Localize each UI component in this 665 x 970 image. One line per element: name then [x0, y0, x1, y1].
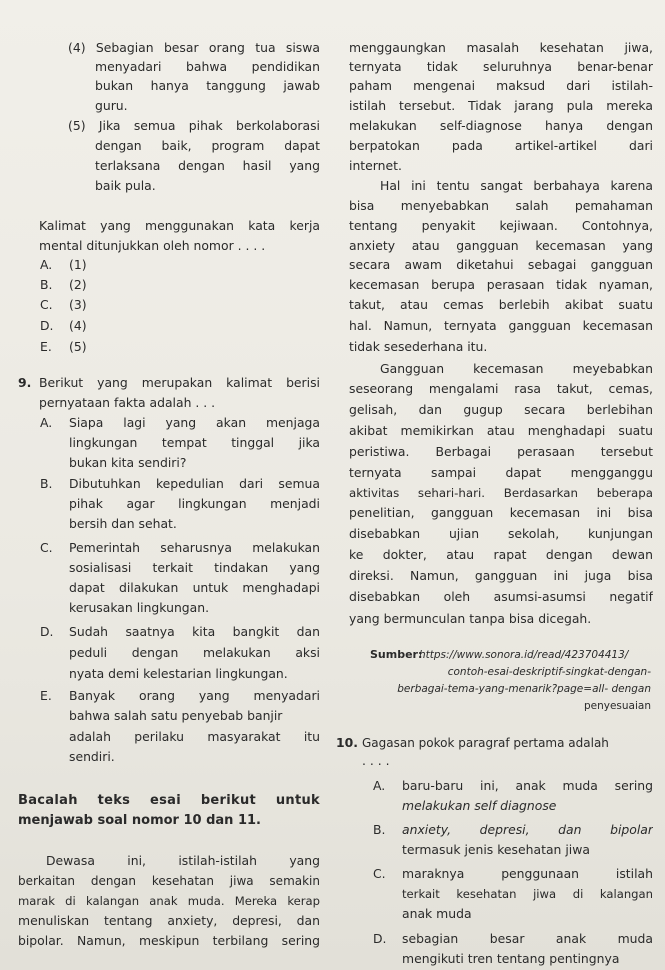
- essay-line: aktivitas sehari-hari. Berdasarkan beberapa: [349, 486, 653, 500]
- statement-4-line-1: (4) Sebagian besar orang tua siswa: [68, 40, 320, 55]
- option-line: lingkungan tempat tinggal jika: [69, 435, 320, 450]
- option-letter: C.: [373, 866, 386, 881]
- option-line: melakukan self diagnose: [402, 798, 557, 813]
- essay-line: akibat memikirkan atau menghadapi suatu: [349, 423, 653, 438]
- option-line: bahwa salah satu penyebab banjir: [69, 708, 283, 723]
- question-10-dots: . . . .: [362, 753, 390, 768]
- essay-line: tidak sesederhana itu.: [349, 339, 488, 354]
- option-letter: D.: [40, 318, 54, 333]
- essay-line: paham mengenai maksud dari istilah-: [349, 78, 653, 93]
- essay-line: disebabkan ujian sekolah, kunjungan: [349, 526, 653, 541]
- question-8-stem-line-1: Kalimat yang menggunakan kata kerja: [39, 218, 320, 233]
- essay-line: berkaitan dengan kesehatan jiwa semakin: [18, 874, 320, 888]
- essay-line: penelitian, gangguan kecemasan ini bisa: [349, 505, 653, 520]
- option-letter: B.: [373, 822, 386, 837]
- essay-line: internet.: [349, 158, 402, 173]
- essay-line: marak di kalangan anak muda. Mereka kerap: [18, 894, 320, 908]
- question-10-number: 10.: [336, 735, 358, 750]
- essay-line: kecemasan berupa perasaan tidak nyaman,: [349, 277, 653, 292]
- option-letter: D.: [373, 931, 387, 946]
- option-line: terkait kesehatan jiwa di kalangan: [402, 887, 653, 901]
- statement-5-line-2: dengan baik, program dapat: [95, 138, 320, 153]
- essay-line: tentang penyakit kejiwaan. Contohnya,: [349, 218, 653, 233]
- statement-4-line-4: guru.: [95, 98, 128, 113]
- option-line: bersih dan sehat.: [69, 516, 177, 531]
- option-letter: C.: [40, 297, 53, 312]
- option-line: anxiety, depresi, dan bipolar: [402, 822, 653, 837]
- option-line: Siapa lagi yang akan menjaga: [69, 415, 320, 430]
- essay-line: bipolar. Namun, meskipun terbilang sering: [18, 933, 320, 948]
- essay-line: Dewasa ini, istilah-istilah yang: [46, 853, 320, 868]
- essay-line: anxiety atau gangguan kecemasan yang: [349, 238, 653, 253]
- option-line: nyata demi kelestarian lingkungan.: [69, 666, 288, 681]
- statement-4-line-3: bukan hanya tanggung jawab: [95, 78, 320, 93]
- question-9-stem-line-2: pernyataan fakta adalah . . .: [39, 395, 216, 410]
- option-letter: B.: [40, 476, 53, 491]
- essay-line: hal. Namun, ternyata gangguan kecemasan: [349, 318, 653, 333]
- source-url-line[interactable]: berbagai-tema-yang-menarik?page=all- dengan: [397, 683, 651, 695]
- option-letter: E.: [40, 339, 52, 354]
- option-text: (2): [69, 277, 87, 292]
- instruction-line-1: Bacalah teks esai berikut untuk: [18, 793, 320, 808]
- statement-4-line-2: menyadari bahwa pendidikan: [95, 59, 320, 74]
- essay-line: ternyata sampai dapat mengganggu: [349, 465, 653, 480]
- statement-5-line-3: terlaksana dengan hasil yang: [95, 158, 320, 173]
- option-line: adalah perilaku masyarakat itu: [69, 729, 320, 744]
- option-line: sosialisasi terkait tindakan yang: [69, 560, 320, 575]
- instruction-line-2: menjawab soal nomor 10 dan 11.: [18, 813, 261, 828]
- statement-5-line-1: (5) Jika semua pihak berkolaborasi: [68, 118, 320, 133]
- option-text: (3): [69, 297, 87, 312]
- source-note: penyesuaian: [583, 700, 651, 712]
- statement-5-line-4: baik pula.: [95, 178, 156, 193]
- option-line: Sudah saatnya kita bangkit dan: [69, 624, 320, 639]
- essay-line: ternyata tidak seluruhnya benar-benar: [349, 59, 653, 74]
- option-letter: A.: [373, 778, 386, 793]
- essay-line: gelisah, dan gugup secara berlebihan: [349, 402, 653, 417]
- essay-line: menggaungkan masalah kesehatan jiwa,: [349, 40, 653, 55]
- option-line: dapat dilakukan untuk menghadapi: [69, 580, 320, 595]
- option-letter: E.: [40, 688, 52, 703]
- option-line: sendiri.: [69, 749, 115, 764]
- essay-line: menuliskan tentang anxiety, depresi, dan: [18, 913, 320, 928]
- essay-line: bisa menyebabkan salah pemahaman: [349, 198, 653, 213]
- essay-line: ke dokter, atau rapat dengan dewan: [349, 547, 653, 562]
- source-url-line[interactable]: contoh-esai-deskriptif-singkat-dengan-: [447, 666, 651, 678]
- question-9-number: 9.: [18, 375, 32, 390]
- option-line: mengikuti tren tentang pentingnya: [402, 951, 620, 966]
- essay-line: takut, atau cemas berlebih akibat suatu: [349, 297, 653, 312]
- option-line: maraknya penggunaan istilah: [402, 866, 653, 881]
- option-text: (5): [69, 339, 87, 354]
- option-letter: B.: [40, 277, 53, 292]
- source-label: Sumber:: [370, 648, 423, 661]
- essay-line: seseorang mengalami rasa takut, cemas,: [349, 381, 653, 396]
- option-letter: C.: [40, 540, 53, 555]
- option-letter: A.: [40, 415, 53, 430]
- option-line: baru-baru ini, anak muda sering: [402, 778, 653, 793]
- option-line: sebagian besar anak muda: [402, 931, 653, 946]
- option-line: termasuk jenis kesehatan jiwa: [402, 842, 590, 857]
- essay-line: Gangguan kecemasan meyebabkan: [380, 361, 653, 376]
- option-letter: A.: [40, 257, 53, 272]
- essay-line: yang bermunculan tanpa bisa dicegah.: [349, 611, 592, 626]
- option-line: kerusakan lingkungan.: [69, 600, 210, 615]
- essay-line: secara awam diketahui sebagai gangguan: [349, 257, 653, 272]
- option-line: Banyak orang yang menyadari: [69, 688, 320, 703]
- question-10-stem: Gagasan pokok paragraf pertama adalah: [362, 736, 609, 750]
- option-line: anak muda: [402, 906, 472, 921]
- option-line: pihak agar lingkungan menjadi: [69, 496, 320, 511]
- source-url-line[interactable]: https://www.sonora.id/read/423704413/: [419, 649, 629, 661]
- question-9-stem-line-1: Berikut yang merupakan kalimat berisi: [39, 375, 320, 390]
- option-text: (1): [69, 257, 87, 272]
- essay-line: direksi. Namun, gangguan ini juga bisa: [349, 568, 653, 583]
- option-text: (4): [69, 318, 87, 333]
- option-line: Pemerintah seharusnya melakukan: [69, 540, 320, 555]
- option-line: peduli dengan melakukan aksi: [69, 645, 320, 660]
- essay-line: berpatokan pada artikel-artikel dari: [349, 138, 653, 153]
- essay-line: melakukan self-diagnose hanya dengan: [349, 118, 653, 133]
- option-line: Dibutuhkan kepedulian dari semua: [69, 476, 320, 491]
- question-8-stem-line-2: mental ditunjukkan oleh nomor . . . .: [39, 238, 266, 253]
- essay-line: peristiwa. Berbagai perasaan tersebut: [349, 444, 653, 459]
- essay-line: istilah tersebut. Tidak jarang pula mereka: [349, 98, 653, 113]
- essay-line: disebabkan oleh asumsi-asumsi negatif: [349, 589, 653, 604]
- option-line: bukan kita sendiri?: [69, 455, 187, 470]
- option-letter: D.: [40, 624, 54, 639]
- essay-line: Hal ini tentu sangat berbahaya karena: [380, 178, 653, 193]
